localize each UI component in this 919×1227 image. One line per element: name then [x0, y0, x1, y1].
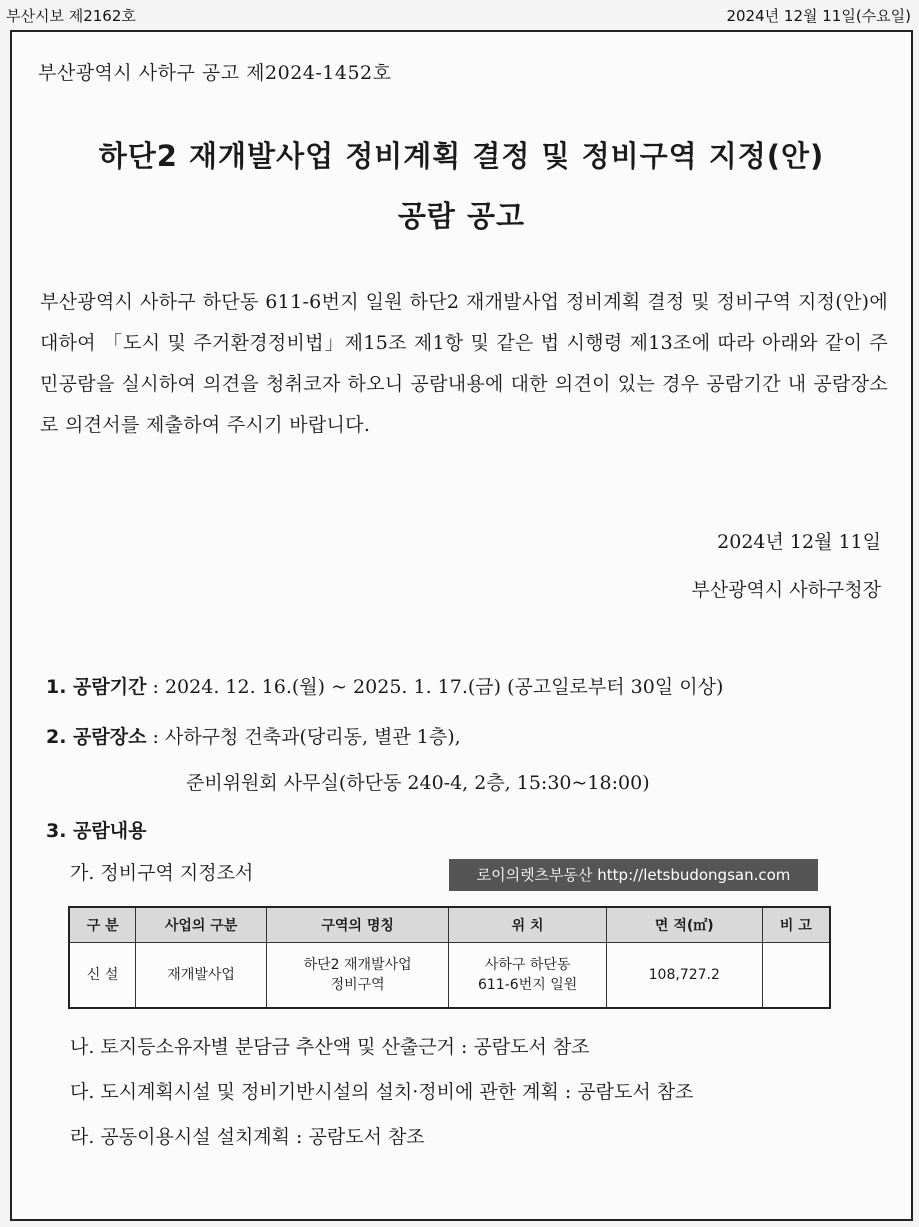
table-header-cell: 면 적(㎡): [606, 907, 762, 943]
cell-type: 신 설: [69, 943, 136, 1009]
watermark-banner: 로이의렛츠부동산 http://letsbudongsan.com: [449, 859, 818, 891]
notice-number: 부산광역시 사하구 공고 제2024-1452호: [38, 62, 392, 84]
sub-item-b: 나. 토지등소유자별 분담금 추산액 및 산출근거 : 공람도서 참조: [70, 1036, 590, 1058]
item-place-value: : 사하구청 건축과(당리동, 별관 1층),: [146, 726, 461, 748]
cell-name-line2: 정비구역: [330, 977, 385, 993]
sub-item-a: 가. 정비구역 지정조서: [70, 862, 254, 884]
sub-item-c: 다. 도시계획시설 및 정비기반시설의 설치·정비에 관한 계획 : 공람도서 참조: [70, 1081, 694, 1103]
table-header-cell: 사업의 구분: [136, 907, 267, 943]
table-header-cell: 구역의 명칭: [266, 907, 448, 943]
item-content: [46, 816, 146, 843]
table-header-cell: 위 치: [449, 907, 607, 943]
gazette-date: 2024년 12월 11일(수요일): [726, 7, 911, 25]
table-row: [69, 943, 830, 1009]
sub-item-d: 라. 공동이용시설 설치계획 : 공람도서 참조: [70, 1126, 425, 1148]
notice-frame: [10, 30, 913, 1221]
notice-title-line1: 하단2 재개발사업 정비계획 결정 및 정비구역 지정(안): [98, 139, 825, 173]
item-place-value2: 준비위원회 사무실(하단동 240-4, 2층, 15:30~18:00): [186, 772, 650, 794]
table-header-cell: 구 분: [69, 907, 136, 943]
notice-signer: 부산광역시 사하구청장: [691, 579, 881, 601]
gazette-header: [0, 0, 919, 30]
cell-note: [762, 943, 830, 1009]
item-content-label: 3. 공람내용: [46, 820, 147, 842]
zone-designation-table: [68, 906, 831, 1009]
cell-name-line1: 하단2 재개발사업: [303, 957, 412, 973]
cell-area: 108,727.2: [606, 943, 762, 1009]
item-period: [46, 672, 723, 699]
table-header-cell: 비 고: [762, 907, 830, 943]
cell-location-line2: 611-6번지 일원: [478, 977, 578, 993]
notice-date: 2024년 12월 11일: [717, 531, 881, 553]
cell-name: [266, 943, 448, 1009]
cell-location: [449, 943, 607, 1009]
item-period-value: : 2024. 12. 16.(월) ~ 2025. 1. 17.(금) (공고일로부터 30일 이상): [146, 676, 724, 698]
item-place-label: 2. 공람장소: [46, 726, 147, 748]
notice-body: 부산광역시 사하구 하단동 611-6번지 일원 하단2 재개발사업 정비계획 결정 및 정비구역 지정(안)에 대하여 「도시 및 주거환경정비법」제15조 제1항 및 같은 법 시행령 제13조에 따라 아래와 같이 주민공람을 실시하여 의견을 청취코자 하오니 공람내용에 대한 의견이 있는 경우 공람기간 내 공람장소로 의견서를 제출하여 주시기 바랍니다.: [40, 291, 888, 436]
gazette-number: 부산시보 제2162호: [6, 7, 136, 25]
item-place: [46, 722, 461, 749]
table-header-row: [69, 907, 830, 943]
cell-location-line1: 사하구 하단동: [484, 957, 571, 973]
notice-title-line2: 공람 공고: [397, 199, 526, 233]
item-period-label: 1. 공람기간: [46, 676, 147, 698]
cell-project: 재개발사업: [136, 943, 267, 1009]
